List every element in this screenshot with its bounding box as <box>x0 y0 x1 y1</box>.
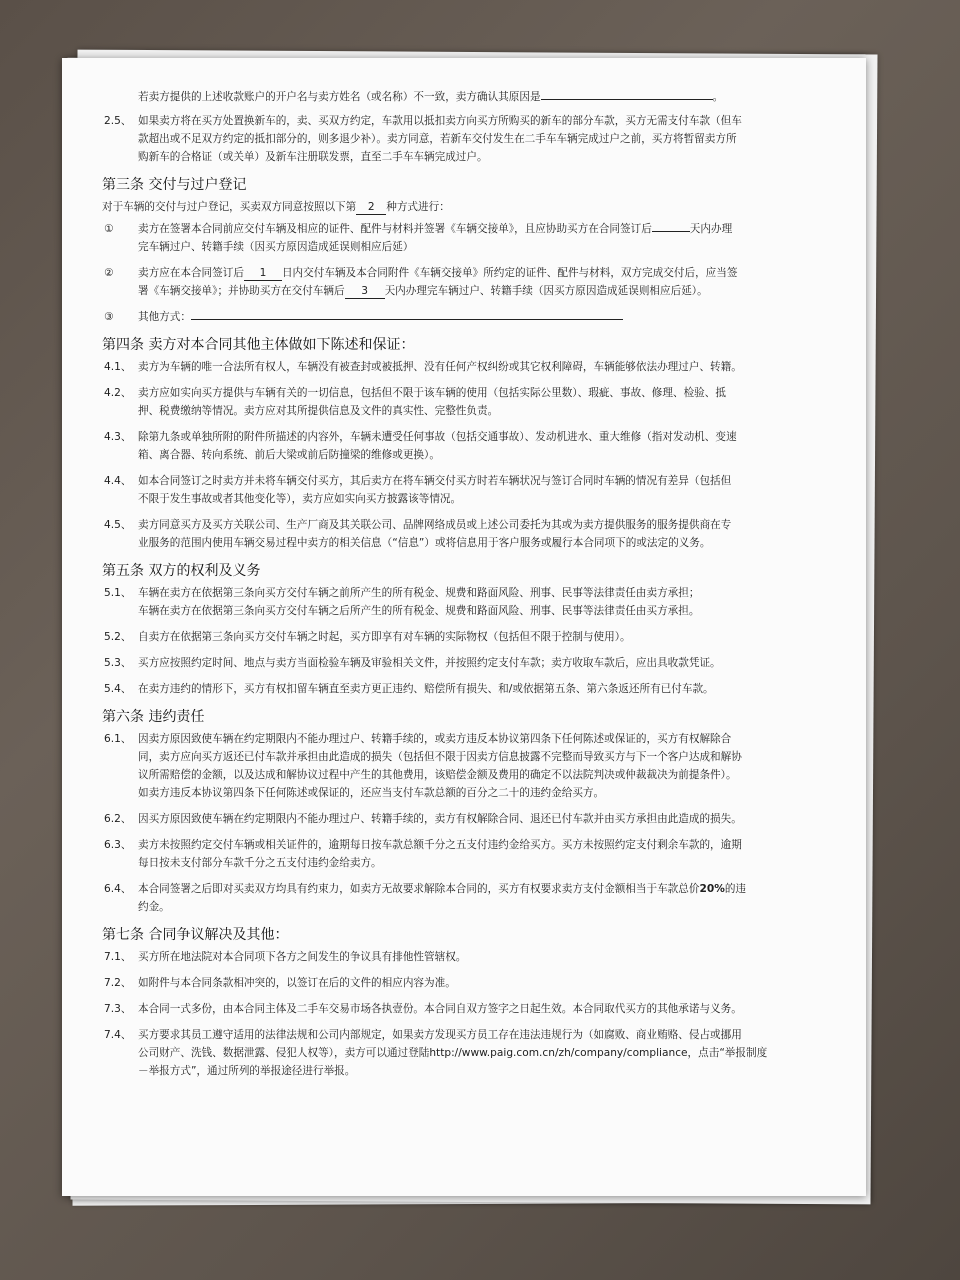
section-3-title: 第三条 交付与过户登记 <box>102 177 247 193</box>
section-5-title: 第五条 双方的权利及义务 <box>102 563 261 579</box>
reason-blank <box>541 99 713 100</box>
delivery-days-field: 1 <box>244 266 282 281</box>
clause-7-2: 7.2、 如附件与本合同条款相冲突的，以签订在后的文件的相应内容为准。 <box>104 977 456 989</box>
account-name-note: 若卖方提供的上述收款账户的开户名与卖方姓名（或名称）不一致，卖方确认其原因是 。 <box>138 91 724 103</box>
page-content <box>102 88 832 1088</box>
penalty-percentage: 20% <box>699 883 725 895</box>
section-4-title: 第四条 卖方对本合同其他主体做如下陈述和保证： <box>102 337 415 353</box>
clause-6-1: 6.1、 因卖方原因致使车辆在约定期限内不能办理过户、转籍手续的，或卖方违反本协议第四条下任何陈述或保证的，买方有权解除合 同，卖方应向买方返还已付车款并承担由此造成的损失（包括但不限于因卖方信息披露不完整而导致买方与下一个客户达成和解协 议所需赔偿的金额，以及达成和解协议过程中产生的其他费用，该赔偿金额及费用的确定不以法院判决或仲裁裁决为前提条件）。 如卖方违反本协议第四条下任何陈述或保证的，还应当支付车款总额的百分之二十的违约金给买方。 <box>104 733 742 799</box>
clause-7-1: 7.1、 买方所在地法院对本合同项下各方之间发生的争议具有排他性管辖权。 <box>104 951 467 963</box>
section-7-title: 第七条 合同争议解决及其他： <box>102 927 289 943</box>
clause-4-4: 4.4、 如本合同签订之时卖方并未将车辆交付买方，其后卖方在将车辆交付买方时若车辆状况与签订合同时车辆的情况有差异（包括但 不限于发生事故或者其他变化等），卖方应如实向买方披露该等情况。 <box>104 475 732 505</box>
transfer-days-field: 3 <box>345 284 385 299</box>
clause-4-5: 4.5、 卖方同意买方及买方关联公司、生产厂商及其关联公司、品牌网络成员或上述公司委托为其或为卖方提供服务的服务提供商在专 业服务的范围内使用车辆交易过程中卖方的相关信息（“信息”）或将信息用于客户服务或履行本合同项下的或法定的义务。 <box>104 519 732 549</box>
option-3: ③ 其他方式： <box>102 308 832 326</box>
clause-5-3: 5.3、 买方应按照约定时间、地点与卖方当面检验车辆及审验相关文件，并按照约定支付车款；卖方收取车款后，应出具收款凭证。 <box>104 657 721 669</box>
method-number-field: 2 <box>356 200 386 215</box>
clause-4-3: 4.3、 除第九条或单独所附的附件所描述的内容外，车辆未遭受任何事故（包括交通事故）、发动机进水、重大维修（指对发动机、变速 箱、离合器、转向系统、前后大梁或前后防撞梁的维修或更换）。 <box>104 431 737 461</box>
other-method-blank <box>191 319 623 320</box>
clause-5-4: 5.4、 在卖方违约的情形下，买方有权扣留车辆直至卖方更正违约、赔偿所有损失、和/或依据第五条、第六条返还所有已付车款。 <box>104 683 714 695</box>
clause-2-5: 2.5、 如果卖方将在买方处置换新车的，卖、买双方约定，车款用以抵扣卖方向买方所购买的新车的部分车款，买方无需支付车款（但车 款超出或不足双方约定的抵扣部分的，则多退少补）。卖方同意，若新车交付发生在二手车车辆完成过户之前，买方将暂留卖方所 购新车的合格证（或关单）及新车注册联发票，直至二手车车辆完成过户。 <box>104 115 742 163</box>
section-3-intro: 对于车辆的交付与过户登记，买卖双方同意按照以下第 2 种方式进行： <box>102 201 450 213</box>
section-6-title: 第六条 违约责任 <box>102 709 205 725</box>
clause-4-1: 4.1、 卖方为车辆的唯一合法所有权人，车辆没有被查封或被抵押、没有任何产权纠纷或其它权利障碍，车辆能够依法办理过户、转籍。 <box>104 361 742 373</box>
clause-5-2: 5.2、 自卖方在依据第三条向买方交付车辆之时起，买方即享有对车辆的实际物权（包括但不限于控制与使用）。 <box>104 631 631 643</box>
clause-6-2: 6.2、 因买方原因致使车辆在约定期限内不能办理过户、转籍手续的，卖方有权解除合同、退还已付车款并由买方承担由此造成的损失。 <box>104 813 742 825</box>
option-1: ① 卖方在签署本合同前应交付车辆及相应的证件、配件与材料并签署《车辆交接单》，且应协助买方在合同签订后 天内办理 完车辆过户、转籍手续（因买方原因造成延误则相应后延） <box>104 223 733 253</box>
option-1-days-blank <box>652 231 690 232</box>
clause-7-4: 7.4、 买方要求其员工遵守适用的法律法规和公司内部规定，如果卖方发现买方员工存在违法违规行为（如腐败、商业贿赂、侵占或挪用 公司财产、洗钱、数据泄露、侵犯人权等），卖方可以通过登陆http://www.paig.com.cn/zh/company/compliance，点击“举报制度 －举报方式”，通过所列的举报途径进行举报。 <box>102 1026 832 1080</box>
option-2: ② 卖方应在本合同签订后 1 日内交付车辆及本合同附件《车辆交接单》所约定的证件、配件与材料，双方完成交付后，应当签 署《车辆交接单》；并协助买方在交付车辆后 3 天内办理完车辆过户、转籍手续（因买方原因造成延误则相应后延）。 <box>104 267 738 297</box>
clause-4-2: 4.2、 卖方应如实向买方提供与车辆有关的一切信息，包括但不限于该车辆的使用（包括实际公里数）、瑕疵、事故、修理、检验、抵 押、税费缴纳等情况。卖方应对其所提供信息及文件的真实性、完整性负责。 <box>104 387 726 417</box>
compliance-url-line: 公司财产、洗钱、数据泄露、侵犯人权等），卖方可以通过登陆http://www.paig.com.cn/zh/company/compliance，点击“举报制度 <box>138 1047 768 1059</box>
clause-7-3: 7.3、 本合同一式多份，由本合同主体及二手车交易市场各执壹份。本合同自双方签字之日起生效。本合同取代买方的其他承诺与义务。 <box>104 1003 742 1015</box>
clause-5-1: 5.1、 车辆在卖方在依据第三条向买方交付车辆之前所产生的所有税金、规费和路面风险、刑事、民事等法律责任由卖方承担； 车辆在卖方在依据第三条向买方交付车辆之后所产生的所有税金、规费和路面风险、刑事、民事等法律责任由买方承担。 <box>104 587 700 617</box>
clause-6-3: 6.3、 卖方未按照约定交付车辆或相关证件的，逾期每日按车款总额千分之五支付违约金给买方。买方未按照约定支付剩余车款的，逾期 每日按未支付部分车款千分之五支付违约金给卖方。 <box>104 839 742 869</box>
clause-6-4: 6.4、 本合同签署之后即对买卖双方均具有约束力，如卖方无故要求解除本合同的，买方有权要求卖方支付金额相当于车款总价20%的违 约金。 <box>104 883 747 913</box>
contract-page <box>62 58 866 1196</box>
